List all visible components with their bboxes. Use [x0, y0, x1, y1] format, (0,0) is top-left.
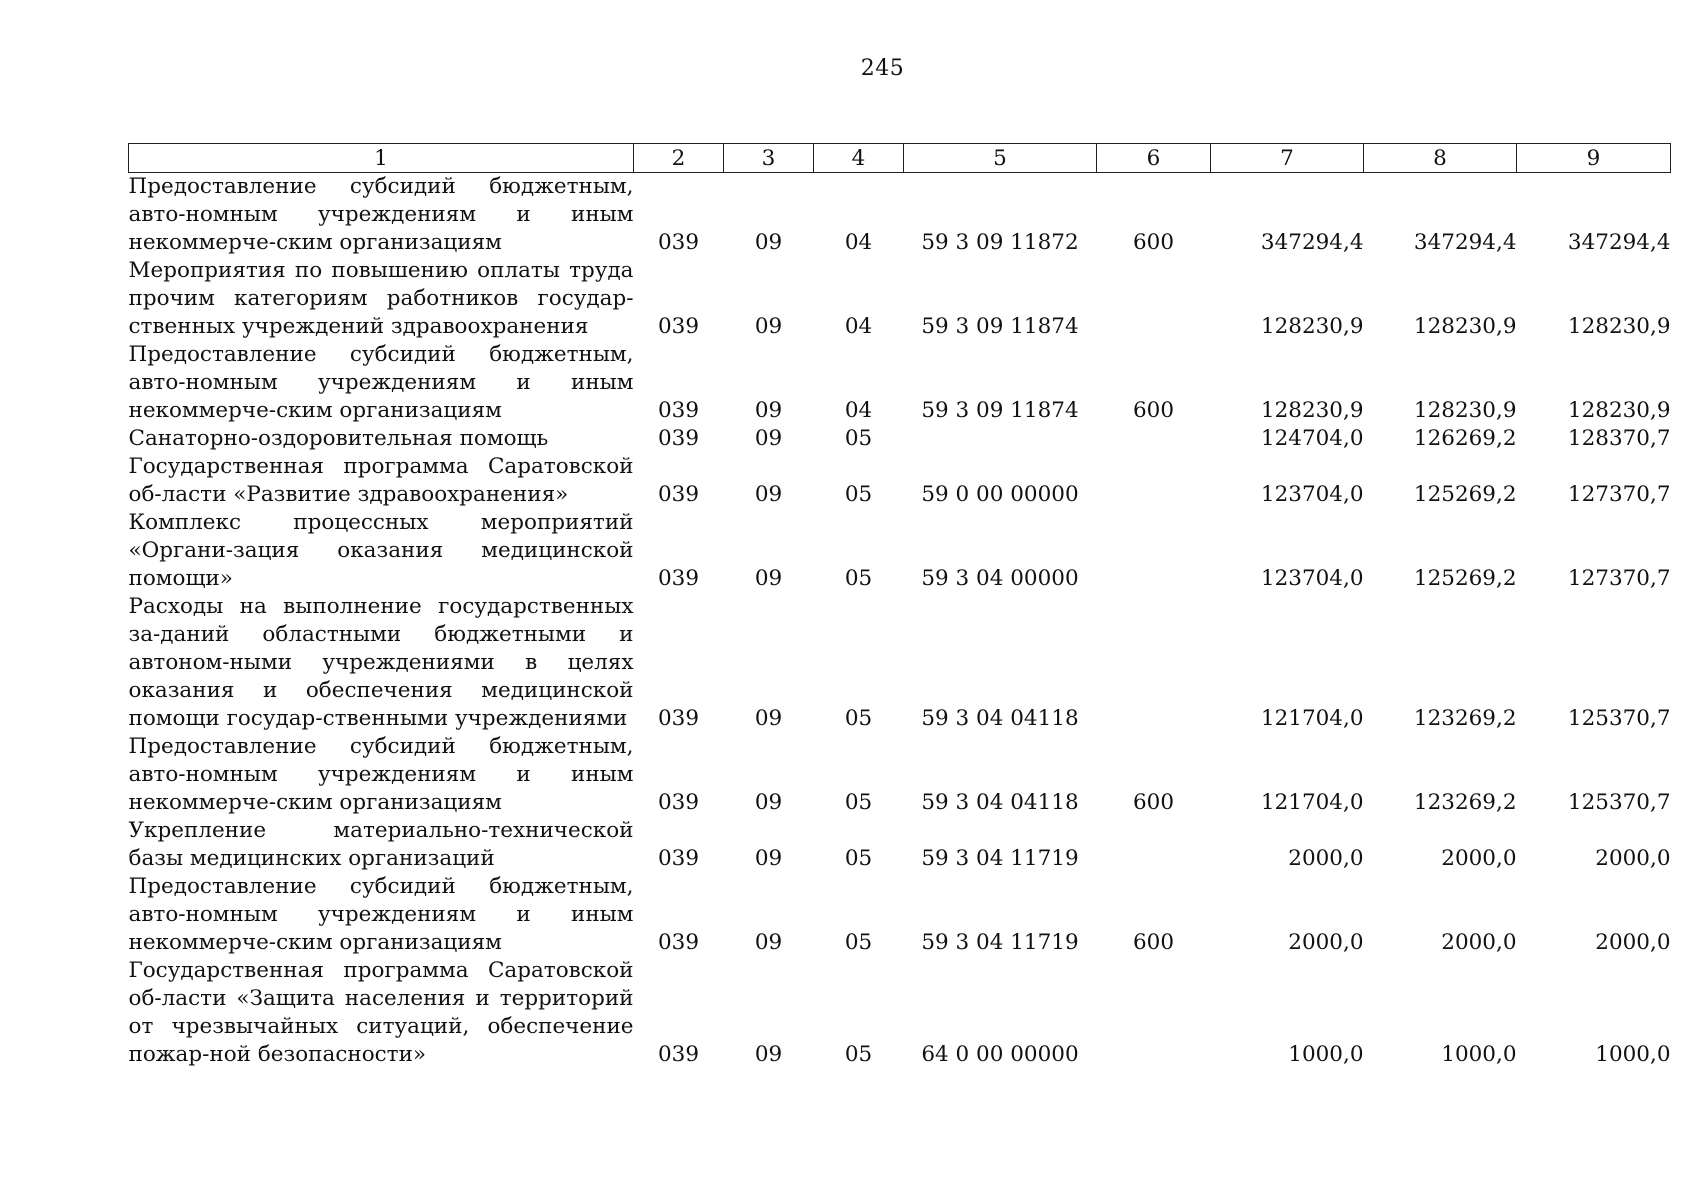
subsection-code: 05 — [844, 930, 873, 955]
amount-col-9: 128370,7 — [1567, 426, 1671, 451]
target-article-code: 59 3 09 11874 — [921, 314, 1079, 339]
target-article-code — [904, 425, 1097, 453]
column-header-8: 8 — [1364, 144, 1517, 173]
amount-col-9: 125370,7 — [1567, 790, 1671, 815]
target-article-code: 59 3 04 04118 — [921, 706, 1079, 731]
ministry-code: 039 — [657, 1042, 700, 1067]
amount-col-8: 123269,2 — [1413, 706, 1517, 731]
amount-col-7: 121704,0 — [1260, 790, 1364, 815]
table-row — [129, 593, 1671, 733]
amount-col-8: 347294,4 — [1413, 230, 1517, 255]
expense-type-code: 600 — [1132, 398, 1175, 423]
amount-col-8: 128230,9 — [1413, 398, 1517, 423]
amount-col-8: 125269,2 — [1413, 566, 1517, 591]
expense-type-code — [1097, 453, 1211, 509]
expense-type-code — [1097, 257, 1211, 341]
column-header-7: 7 — [1211, 144, 1364, 173]
amount-col-8: 126269,2 — [1413, 426, 1517, 451]
section-code: 09 — [754, 482, 783, 507]
subsection-code: 05 — [844, 482, 873, 507]
target-article-code: 59 3 09 11872 — [921, 230, 1079, 255]
ministry-code: 039 — [657, 398, 700, 423]
section-code: 09 — [754, 790, 783, 815]
amount-col-7: 1000,0 — [1288, 1042, 1364, 1067]
table-row — [129, 509, 1671, 593]
subsection-code: 04 — [844, 230, 873, 255]
subsection-code: 05 — [844, 790, 873, 815]
amount-col-9: 2000,0 — [1595, 930, 1671, 955]
row-description: Санаторно-оздоровительная помощь — [128, 426, 549, 451]
ministry-code: 039 — [657, 314, 700, 339]
section-code: 09 — [754, 846, 783, 871]
ministry-code: 039 — [657, 230, 700, 255]
subsection-code: 04 — [844, 398, 873, 423]
ministry-code: 039 — [657, 426, 700, 451]
column-header-3: 3 — [724, 144, 814, 173]
table-header — [129, 144, 1671, 173]
amount-col-7: 347294,4 — [1260, 230, 1364, 255]
budget-table — [128, 143, 1671, 1069]
row-description: Укрепление материально-технической базы медицинских организаций — [128, 818, 634, 871]
row-description: Предоставление субсидий бюджетным, авто-номным учреждениям и иным некоммерче-ским организациям — [128, 734, 634, 815]
table-row — [129, 341, 1671, 425]
subsection-code: 05 — [844, 1042, 873, 1067]
ministry-code: 039 — [657, 790, 700, 815]
table-row — [129, 425, 1671, 453]
subsection-code: 05 — [844, 846, 873, 871]
expense-type-code: 600 — [1132, 930, 1175, 955]
section-code: 09 — [754, 398, 783, 423]
row-description: Государственная программа Саратовской об-ласти «Защита населения и территорий от чрезвычайных ситуаций, обеспечение пожар-ной безопасности» — [128, 958, 634, 1067]
amount-col-7: 2000,0 — [1288, 930, 1364, 955]
row-description: Предоставление субсидий бюджетным, авто-номным учреждениям и иным некоммерче-ским организациям — [128, 174, 634, 255]
column-header-6: 6 — [1097, 144, 1211, 173]
amount-col-7: 121704,0 — [1260, 706, 1364, 731]
amount-col-8: 128230,9 — [1413, 314, 1517, 339]
table-row — [129, 173, 1671, 258]
target-article-code: 59 3 04 00000 — [921, 566, 1079, 591]
amount-col-9: 127370,7 — [1567, 482, 1671, 507]
row-description: Предоставление субсидий бюджетным, авто-номным учреждениям и иным некоммерче-ским организациям — [128, 874, 634, 955]
expense-type-code — [1097, 509, 1211, 593]
amount-col-7: 2000,0 — [1288, 846, 1364, 871]
subsection-code: 05 — [844, 566, 873, 591]
amount-col-7: 123704,0 — [1260, 482, 1364, 507]
ministry-code: 039 — [657, 846, 700, 871]
section-code: 09 — [754, 314, 783, 339]
section-code: 09 — [754, 566, 783, 591]
expense-type-code — [1097, 425, 1211, 453]
subsection-code: 05 — [844, 706, 873, 731]
amount-col-9: 128230,9 — [1567, 398, 1671, 423]
amount-col-9: 127370,7 — [1567, 566, 1671, 591]
amount-col-9: 2000,0 — [1595, 846, 1671, 871]
column-header-5: 5 — [904, 144, 1097, 173]
amount-col-8: 2000,0 — [1441, 846, 1517, 871]
table-row — [129, 733, 1671, 817]
target-article-code: 59 3 04 11719 — [921, 846, 1079, 871]
amount-col-8: 123269,2 — [1413, 790, 1517, 815]
ministry-code: 039 — [657, 706, 700, 731]
row-description: Комплекс процессных мероприятий «Органи-зация оказания медицинской помощи» — [128, 510, 634, 591]
amount-col-9: 347294,4 — [1567, 230, 1671, 255]
subsection-code: 04 — [844, 314, 873, 339]
row-description: Расходы на выполнение государственных за-даний областными бюджетными и автоном-ными учреждениями в целях оказания и обеспечения медицинской помощи государ-ственными учреждениями — [128, 594, 634, 731]
target-article-code: 59 3 04 11719 — [921, 930, 1079, 955]
page-number: 245 — [860, 56, 905, 81]
table-row — [129, 453, 1671, 509]
column-header-1: 1 — [129, 144, 634, 173]
expense-type-code: 600 — [1132, 230, 1175, 255]
subsection-code: 05 — [844, 426, 873, 451]
section-code: 09 — [754, 706, 783, 731]
amount-col-7: 123704,0 — [1260, 566, 1364, 591]
expense-type-code — [1097, 957, 1211, 1069]
amount-col-9: 1000,0 — [1595, 1042, 1671, 1067]
table-row — [129, 817, 1671, 873]
ministry-code: 039 — [657, 482, 700, 507]
section-code: 09 — [754, 426, 783, 451]
row-description: Мероприятия по повышению оплаты труда прочим категориям работников государ-ственных учреждений здравоохранения — [128, 258, 634, 339]
target-article-code: 64 0 00 00000 — [921, 1042, 1079, 1067]
column-header-9: 9 — [1517, 144, 1671, 173]
amount-col-9: 128230,9 — [1567, 314, 1671, 339]
target-article-code: 59 3 04 04118 — [921, 790, 1079, 815]
amount-col-7: 128230,9 — [1260, 314, 1364, 339]
section-code: 09 — [754, 1042, 783, 1067]
ministry-code: 039 — [657, 930, 700, 955]
table-body — [129, 173, 1671, 1070]
row-description: Государственная программа Саратовской об-ласти «Развитие здравоохранения» — [128, 454, 634, 507]
amount-col-8: 2000,0 — [1441, 930, 1517, 955]
column-header-2: 2 — [634, 144, 724, 173]
section-code: 09 — [754, 930, 783, 955]
expense-type-code — [1097, 593, 1211, 733]
row-description: Предоставление субсидий бюджетным, авто-номным учреждениям и иным некоммерче-ским организациям — [128, 342, 634, 423]
amount-col-8: 1000,0 — [1441, 1042, 1517, 1067]
header-row — [129, 144, 1671, 173]
table-row — [129, 957, 1671, 1069]
amount-col-7: 128230,9 — [1260, 398, 1364, 423]
target-article-code: 59 3 09 11874 — [921, 398, 1079, 423]
table-row — [129, 257, 1671, 341]
ministry-code: 039 — [657, 566, 700, 591]
amount-col-7: 124704,0 — [1260, 426, 1364, 451]
table-row — [129, 873, 1671, 957]
section-code: 09 — [754, 230, 783, 255]
amount-col-9: 125370,7 — [1567, 706, 1671, 731]
column-header-4: 4 — [814, 144, 904, 173]
expense-type-code: 600 — [1132, 790, 1175, 815]
target-article-code: 59 0 00 00000 — [921, 482, 1079, 507]
expense-type-code — [1097, 817, 1211, 873]
amount-col-8: 125269,2 — [1413, 482, 1517, 507]
